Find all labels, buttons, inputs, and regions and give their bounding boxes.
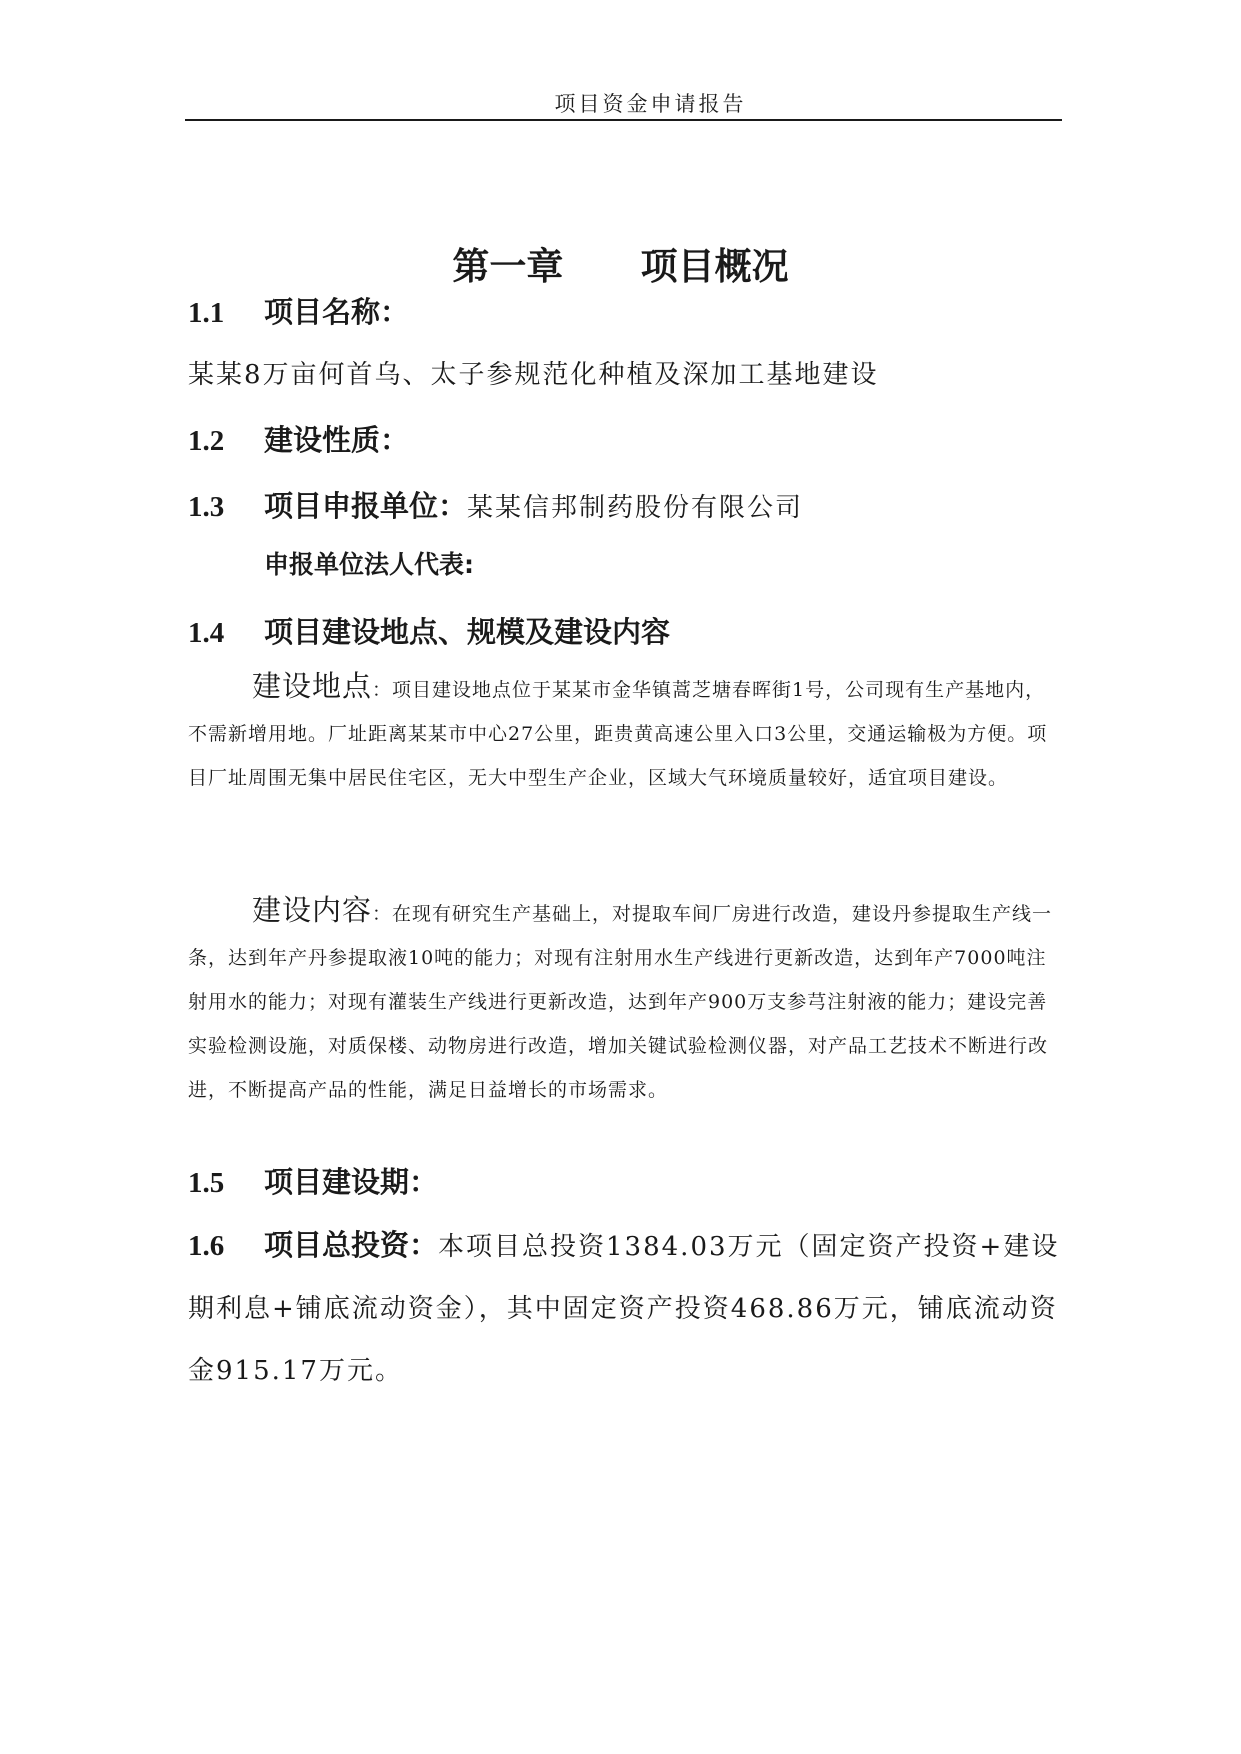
- construction-content-paragraph: [188, 888, 1058, 1112]
- section-label: 建设性质：: [264, 423, 410, 457]
- construction-location-paragraph: [188, 664, 1058, 800]
- section-1-2-heading: [188, 418, 409, 459]
- section-1-3-heading: [188, 484, 803, 525]
- applicant-company: 某某信邦制药股份有限公司: [467, 493, 804, 523]
- project-name: 某某8万亩何首乌、太子参规范化种植及深加工基地建设: [188, 360, 879, 390]
- section-1-1-heading: [188, 290, 409, 331]
- section-number: 1.4: [188, 617, 225, 649]
- running-header: 项目资金申请报告: [554, 92, 747, 116]
- section-label: 项目总投资：: [264, 1228, 439, 1262]
- section-1-6-paragraph: [188, 1214, 1068, 1402]
- chapter-title: 第一章 项目概况: [452, 245, 789, 288]
- section-number: 1.3: [188, 491, 225, 523]
- construction-content-lead: 建设内容: [252, 893, 373, 927]
- section-1-4-heading: [188, 610, 670, 651]
- section-label: 项目名称：: [264, 295, 410, 329]
- total-investment-text: 本项目总投资1384.03万元（固定资产投资+建设期利息+铺底流动资金），其中固定资产投资468.86万元，铺底流动资金915.17万元。: [188, 1232, 1060, 1386]
- section-number: 1.6: [188, 1230, 225, 1262]
- construction-location-lead: 建设地点: [252, 669, 373, 703]
- section-number: 1.2: [188, 425, 225, 457]
- section-1-5-heading: [188, 1160, 438, 1201]
- section-number: 1.5: [188, 1167, 225, 1199]
- construction-location-text: ：项目建设地点位于某某市金华镇蒿芝塘春晖街1号，公司现有生产基地内，不需新增用地。厂址距离某某市中心27公里，距贵黄高速公里入口3公里，交通运输极为方便。项目厂址周围无集中居民住宅区，无大中型生产企业，区域大气环境质量较好，适宜项目建设。: [188, 679, 1048, 789]
- section-label: 项目申报单位：: [264, 489, 468, 523]
- construction-content-text: ：在现有研究生产基础上，对提取车间厂房进行改造，建设丹参提取生产线一条，达到年产丹参提取液10吨的能力；对现有注射用水生产线进行更新改造，达到年产7000吨注射用水的能力；对现有灌装生产线进行更新改造，达到年产900万支参芎注射液的能力；建设完善实验检测设施，对质保楼、动物房进行改造，增加关键试验检测仪器，对产品工艺技术不断进行改进，不断提高产品的性能，满足日益增长的市场需求。: [188, 903, 1053, 1101]
- section-label: 项目建设期：: [264, 1165, 439, 1199]
- header-divider: [185, 119, 1062, 121]
- legal-representative-label: 申报单位法人代表:: [264, 550, 474, 579]
- section-label: 项目建设地点、规模及建设内容: [264, 615, 671, 649]
- section-number: 1.1: [188, 297, 225, 329]
